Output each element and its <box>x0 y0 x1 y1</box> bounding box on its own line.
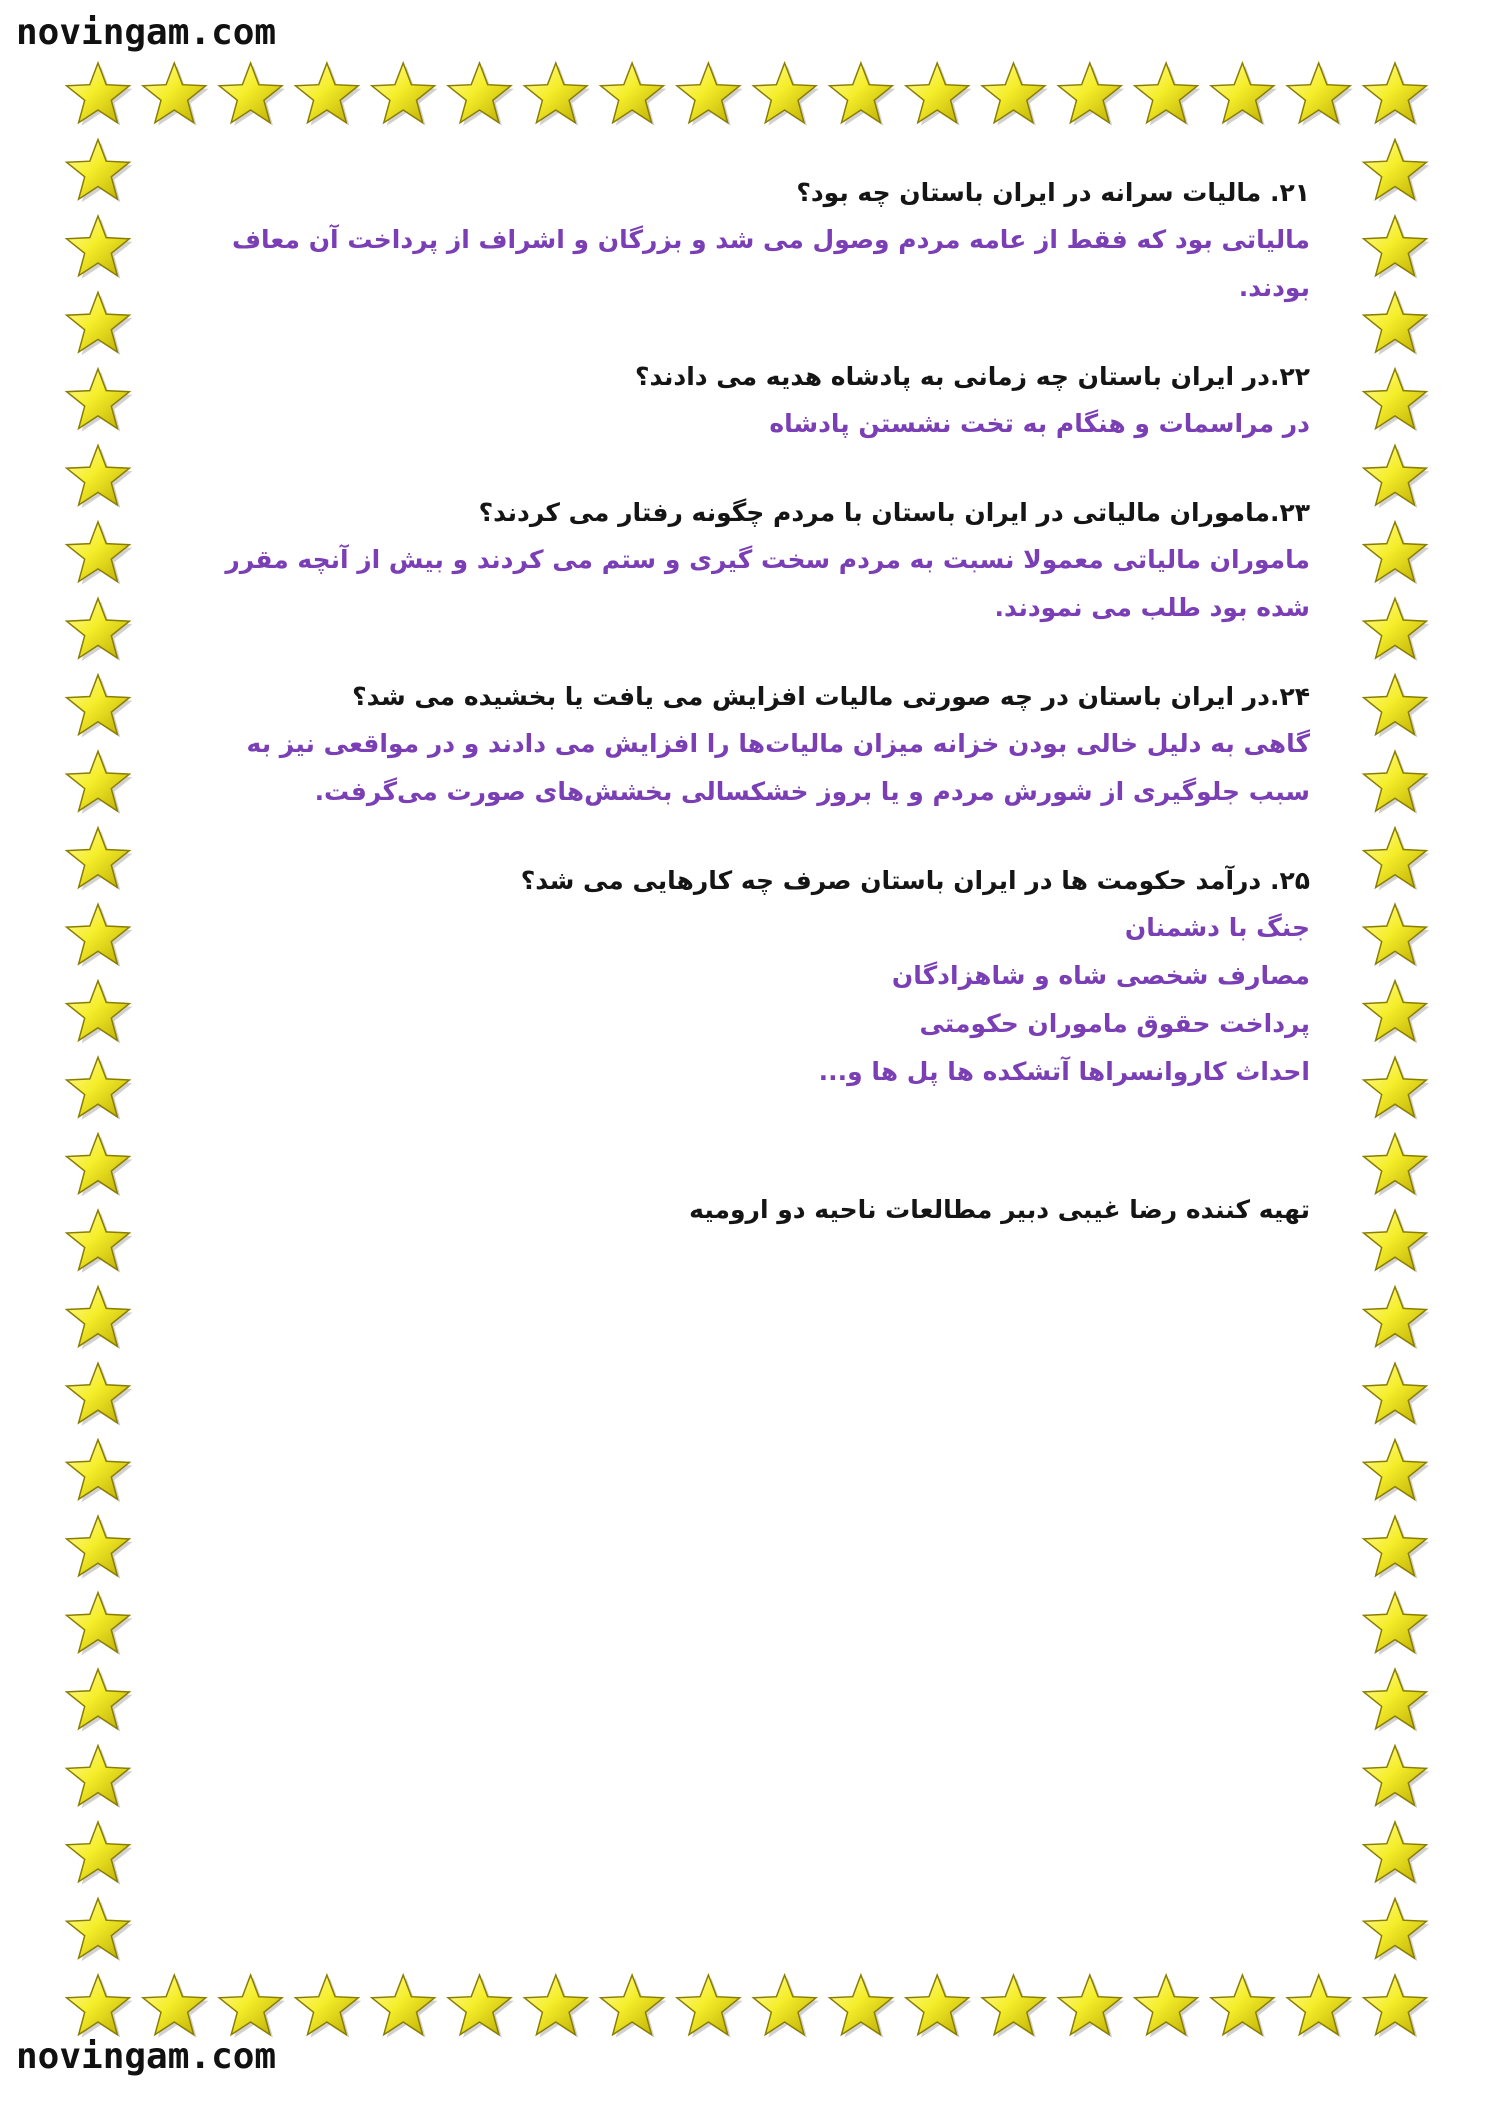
star-icon <box>1364 1593 1430 1656</box>
star-icon <box>372 63 438 126</box>
answer-25-line: جنگ با دشمنان <box>1124 913 1310 942</box>
star-icon <box>753 63 819 126</box>
star-icon <box>1364 981 1430 1044</box>
star-icon <box>1364 1057 1430 1120</box>
star-icon <box>1364 1363 1430 1426</box>
star-icon <box>67 828 133 891</box>
star-icon <box>524 63 590 126</box>
star-icon <box>830 1975 896 2038</box>
star-icon <box>1364 1822 1430 1885</box>
star-icon <box>296 1975 362 2038</box>
star-icon <box>67 140 133 203</box>
star-icon <box>753 1975 819 2038</box>
star-icon <box>67 522 133 585</box>
star-icon <box>1364 369 1430 432</box>
star-icon <box>219 63 285 126</box>
star-icon <box>1364 1975 1430 2038</box>
star-icon <box>1211 1975 1277 2038</box>
star-icon <box>601 63 667 126</box>
star-icon <box>67 445 133 508</box>
star-icon <box>1364 598 1430 661</box>
star-icon <box>1364 675 1430 738</box>
star-icon <box>1058 63 1124 126</box>
star-icon <box>982 63 1048 126</box>
star-icon <box>601 1975 667 2038</box>
star-icon <box>67 1363 133 1426</box>
question-22: ۲۲.در ایران باستان چه زمانی به پادشاه هدیه می دادند؟ <box>635 362 1310 391</box>
star-icon <box>1364 445 1430 508</box>
star-icon <box>67 1746 133 1809</box>
star-icon <box>677 63 743 126</box>
question-24: ۲۴.در ایران باستان در چه صورتی مالیات افزایش می یافت یا بخشیده می شد؟ <box>352 682 1310 711</box>
question-21: ۲۱. مالیات سرانه در ایران باستان چه بود؟ <box>796 178 1310 207</box>
star-icon <box>448 1975 514 2038</box>
qa-item-21 <box>180 170 1310 312</box>
author-credit: تهیه کننده رضا غیبی دبیر مطالعات ناحیه دو ارومیه <box>689 1195 1310 1224</box>
star-icon <box>1364 63 1430 126</box>
star-icon <box>1135 63 1201 126</box>
star-icon <box>448 63 514 126</box>
star-icon <box>67 216 133 279</box>
star-icon <box>524 1975 590 2038</box>
answer-21: مالیاتی بود که فقط از عامه مردم وصول می شد و بزرگان و اشراف از پرداخت آن معاف بودند. <box>231 225 1310 302</box>
star-icon <box>1364 1516 1430 1579</box>
watermark-bottom: novingam.com <box>16 2036 277 2077</box>
star-icon <box>1135 1975 1201 2038</box>
star-icon <box>67 1440 133 1503</box>
star-icon <box>67 1899 133 1962</box>
star-icon <box>1364 1440 1430 1503</box>
star-icon <box>830 63 896 126</box>
star-icon <box>67 1593 133 1656</box>
star-icon <box>67 904 133 967</box>
star-icon <box>67 751 133 814</box>
star-icon <box>1364 1669 1430 1732</box>
answer-23: ماموران مالیاتی معمولا نسبت به مردم سخت گیری و ستم می کردند و بیش از آنچه مقرر شده بود طلب می نمودند. <box>225 545 1310 622</box>
star-icon <box>67 1975 133 2038</box>
question-25: ۲۵. درآمد حکومت ها در ایران باستان صرف چه کارهایی می شد؟ <box>520 866 1310 895</box>
star-icon <box>1364 140 1430 203</box>
answer-25-line: احداث کاروانسراها آتشکده ها پل ها و... <box>818 1057 1310 1086</box>
star-icon <box>1287 1975 1353 2038</box>
watermark-top: novingam.com <box>16 12 277 53</box>
star-icon <box>1364 1899 1430 1962</box>
star-icon <box>677 1975 743 2038</box>
answer-25-list <box>180 904 1310 1096</box>
star-icon <box>67 598 133 661</box>
star-icon <box>372 1975 438 2038</box>
star-icon <box>67 1134 133 1197</box>
star-icon <box>1364 751 1430 814</box>
star-icon <box>67 1516 133 1579</box>
star-icon <box>982 1975 1048 2038</box>
star-icon <box>1364 828 1430 891</box>
star-icon <box>1364 904 1430 967</box>
star-icon <box>67 1210 133 1273</box>
star-icon <box>67 1669 133 1732</box>
answer-22: در مراسمات و هنگام به تخت نشستن پادشاه <box>769 409 1310 438</box>
qa-content <box>180 170 1310 1138</box>
answer-25-line: پرداخت حقوق ماموران حکومتی <box>919 1009 1310 1038</box>
qa-item-25 <box>180 858 1310 1096</box>
question-23: ۲۳.ماموران مالیاتی در ایران باستان با مردم چگونه رفتار می کردند؟ <box>478 498 1310 527</box>
star-icon <box>143 63 209 126</box>
star-icon <box>67 292 133 355</box>
star-icon <box>906 1975 972 2038</box>
star-icon <box>67 981 133 1044</box>
star-icon <box>296 63 362 126</box>
qa-item-22 <box>180 354 1310 448</box>
star-icon <box>67 369 133 432</box>
star-icon <box>67 675 133 738</box>
star-icon <box>1058 1975 1124 2038</box>
star-icon <box>1364 1210 1430 1273</box>
star-icon <box>1364 216 1430 279</box>
answer-25-line: مصارف شخصی شاه و شاهزادگان <box>891 961 1310 990</box>
star-icon <box>1364 1287 1430 1350</box>
star-icon <box>67 1057 133 1120</box>
star-icon <box>906 63 972 126</box>
star-icon <box>67 1287 133 1350</box>
star-icon <box>1211 63 1277 126</box>
star-icon <box>1364 1134 1430 1197</box>
qa-item-24 <box>180 674 1310 816</box>
star-icon <box>143 1975 209 2038</box>
star-icon <box>219 1975 285 2038</box>
star-icon <box>1287 63 1353 126</box>
star-icon <box>1364 1746 1430 1809</box>
star-icon <box>67 1822 133 1885</box>
star-icon <box>67 63 133 126</box>
star-icon <box>1364 522 1430 585</box>
star-icon <box>1364 292 1430 355</box>
qa-item-23 <box>180 490 1310 632</box>
answer-24: گاهی به دلیل خالی بودن خزانه میزان مالیات‌ها را افزایش می دادند و در مواقعی نیز به سبب جلوگیری از شورش مردم و یا بروز خشکسالی بخشش‌های صورت می‌گرفت. <box>246 729 1310 806</box>
